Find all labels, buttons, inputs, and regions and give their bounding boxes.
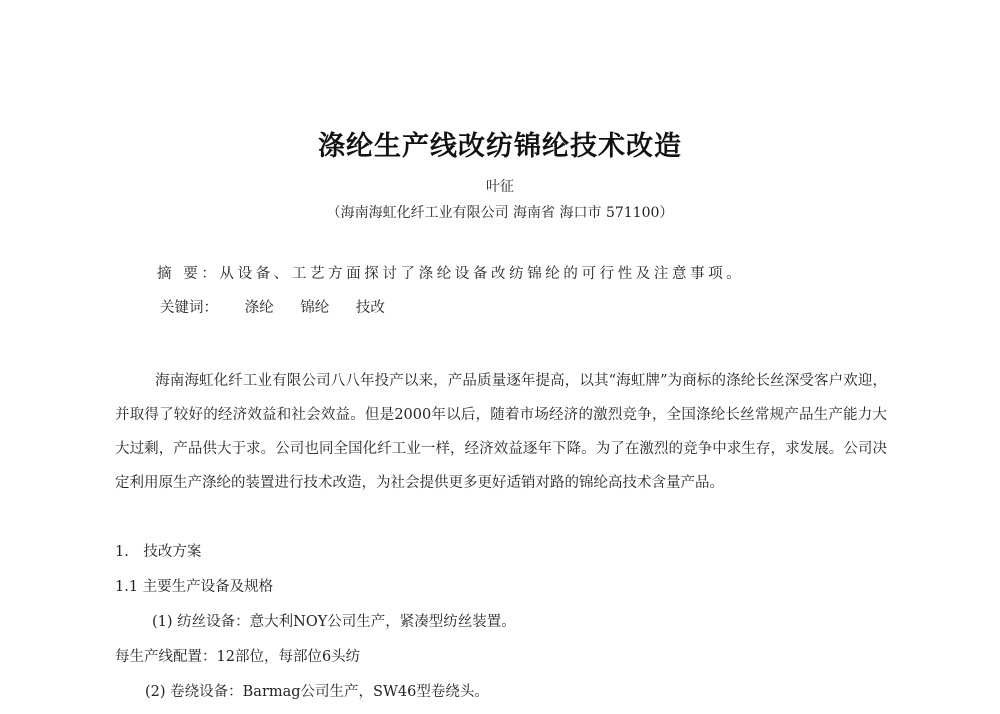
keyword-item: 涤纶 xyxy=(244,300,274,316)
author-affiliation: （海南海虹化纤工业有限公司 海南省 海口市 571100） xyxy=(326,205,674,221)
intro-paragraph xyxy=(115,364,887,500)
list-item: (2) 卷绕设备：Barmag公司生产，SW46型卷绕头。 xyxy=(145,684,489,700)
keyword-item: 技改 xyxy=(355,300,385,316)
subsection-heading: 1.1 主要生产设备及规格 xyxy=(115,579,274,595)
keyword-item: 锦纶 xyxy=(300,300,330,316)
paper-title: 涤纶生产线改纺锦纶技术改造 xyxy=(318,131,682,162)
list-item: (1) 纺丝设备：意大利NOY公司生产，紧凑型纺丝装置。 xyxy=(152,614,516,630)
intro-paragraph-text: 海南海虹化纤工业有限公司八八年投产以来，产品质量逐年提高，以其“海虹牌”为商标的涤纶长丝深受客户欢迎，并取得了较好的经济效益和社会效益。但是2000年以后，随着市场经济的激烈竞争，全国涤纶长丝常规产品生产能力大大过剩，产品供大于求。公司也同全国化纤工业一样，经济效益逐年下降。为了在激烈的竞争中求生存，求发展。公司决定利用原生产涤纶的装置进行技术改造，为社会提供更多更好适销对路的锦纶高技术含量产品。 xyxy=(115,373,887,491)
author-name: 叶征 xyxy=(486,179,514,195)
abstract: 摘 要：从设备、工艺方面探讨了涤纶设备改纺锦纶的可行性及注意事项。 xyxy=(157,266,745,282)
section-heading: 1. 技改方案 xyxy=(115,544,202,560)
list-item-detail: 每生产线配置：12部位，每部位6头纺 xyxy=(115,649,361,665)
keywords-line xyxy=(160,296,385,317)
keywords-label: 关键词： xyxy=(160,300,218,316)
